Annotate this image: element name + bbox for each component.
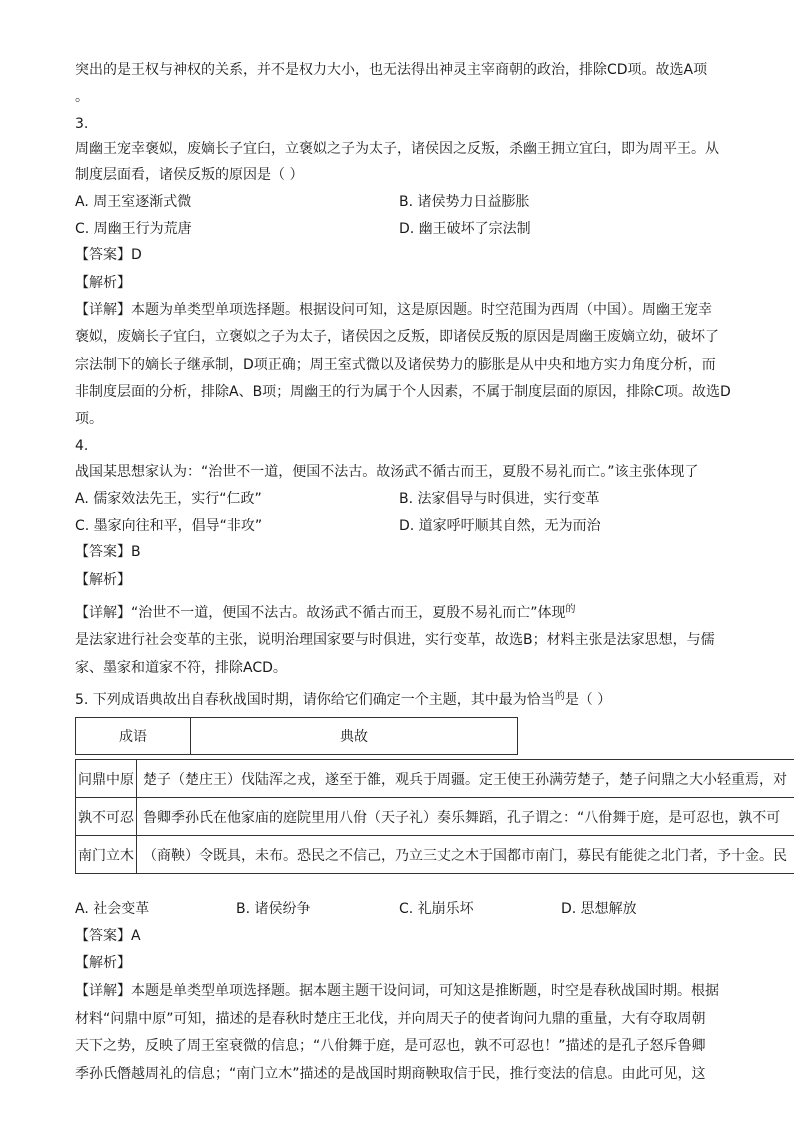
q3-option-d: D. 幽王破坏了宗法制 bbox=[399, 221, 531, 237]
idiom-cell: 孰不可忍 bbox=[76, 798, 137, 836]
q3-option-b: B. 诸侯势力日益膨胀 bbox=[399, 194, 530, 210]
idiom-cell: 问鼎中原 bbox=[76, 760, 137, 798]
q3-detail-line4: 非制度层面的分析，排除A、B项；周幽王的行为属于个人因素，不属于制度层面的原因，排除C项。故选D bbox=[75, 384, 731, 400]
q3-analysis-tag: 【解析】 bbox=[75, 275, 131, 291]
detail-tag: 【详解】 bbox=[75, 302, 131, 318]
q3-detail-line2: 褒姒，废嫡长子宜臼，立褒姒之子为太子，诸侯因之反叛，即诸侯反叛的原因是周幽王废嫡立幼，破坏了 bbox=[75, 329, 719, 345]
detail-text: “治世不一道，便国不法古。故汤武不循古而王，夏殷不易礼而亡”体现 bbox=[131, 605, 566, 621]
prev-explanation-line: 突出的是王权与神权的关系，并不是权力大小，也无法得出神灵主宰商朝的政治，排除CD项。故选A项 bbox=[75, 62, 708, 78]
q3-detail-line3: 宗法制下的嫡长子继承制，D项正确；周王室式微以及诸侯势力的膨胀是从中央和地方实力角度分析，而 bbox=[75, 357, 716, 373]
q3-stem-line1: 周幽王宠幸褒姒，废嫡长子宜臼，立褒姒之子为太子，诸侯因之反叛，杀幽王拥立宜臼，即为周平王。从 bbox=[75, 141, 719, 157]
q5-option-b: B. 诸侯纷争 bbox=[236, 901, 311, 917]
q5-answer bbox=[75, 926, 141, 946]
superscript-char: 的 bbox=[565, 604, 576, 615]
answer-value: A bbox=[131, 928, 141, 944]
q4-number: 4. bbox=[75, 438, 89, 454]
q4-option-d: D. 道家呼吁顺其自然，无为而治 bbox=[399, 518, 601, 534]
detail-text: 本题为单类型单项选择题。根据设问可知，这是原因题。时空范围为西周（中国）。周幽王宠幸 bbox=[131, 302, 712, 318]
q4-stem: 战国某思想家认为：“治世不一道，便国不法古。故汤武不循古而王，夏殷不易礼而亡。”该主张体现了 bbox=[75, 464, 699, 480]
answer-tag: 【答案】 bbox=[75, 247, 131, 263]
detail-text: 本题是单类型单项选择题。据本题主题干设问词，可知这是推断题，时空是春秋战国时期。根据 bbox=[131, 983, 719, 999]
q5-stem-end: 是（ ） bbox=[564, 692, 612, 708]
q5-analysis-tag: 【解析】 bbox=[75, 955, 131, 971]
q5-option-c: C. 礼崩乐坏 bbox=[399, 901, 474, 917]
answer-value: D bbox=[131, 247, 142, 263]
q5-stem bbox=[75, 690, 611, 712]
answer-tag: 【答案】 bbox=[75, 928, 131, 944]
prev-explanation-end: 。 bbox=[75, 89, 89, 105]
q4-detail-line1 bbox=[75, 603, 576, 625]
superscript-char: 的 bbox=[554, 691, 565, 702]
q4-answer bbox=[75, 542, 141, 562]
q3-stem-line2: 制度层面看，诸侯反叛的原因是（ ） bbox=[75, 167, 304, 183]
story-cell: 楚子（楚庄王）伐陆浑之戎，遂至于雒，观兵于周疆。定王使王孙满劳楚子，楚子问鼎之大小轻重焉，对 bbox=[137, 760, 794, 798]
q3-detail-line1 bbox=[75, 300, 712, 320]
q3-answer bbox=[75, 245, 142, 265]
q4-detail-line3: 家、墨家和道家不符，排除ACD。 bbox=[75, 660, 287, 676]
detail-tag: 【详解】 bbox=[75, 983, 131, 999]
detail-tag: 【详解】 bbox=[75, 605, 131, 621]
story-cell: 鲁卿季孙氏在他家庙的庭院里用八佾（天子礼）奏乐舞蹈，孔子谓之：“八佾舞于庭，是可忍也，孰不可 bbox=[137, 798, 794, 836]
q5-option-d: D. 思想解放 bbox=[561, 901, 637, 917]
header-idiom: 成语 bbox=[76, 718, 191, 755]
q5-detail-line2: 材料“问鼎中原”可知，描述的是春秋时楚庄王北伐，并向周天子的使者询问九鼎的重量，大有夺取周朝 bbox=[75, 1011, 706, 1027]
q5-detail-line1 bbox=[75, 981, 719, 1001]
table-row bbox=[76, 760, 794, 798]
q5-detail-line4: 季孙氏僭越周礼的信息；“南门立木”描述的是战国时期商鞅取信于民，推行变法的信息。由此可见，这 bbox=[75, 1066, 706, 1082]
idiom-table bbox=[75, 759, 794, 874]
q5-option-a: A. 社会变革 bbox=[75, 901, 150, 917]
story-cell: （商鞅）令既具，未布。恐民之不信己，乃立三丈之木于国都市南门，募民有能徙之北门者，予十金。民 bbox=[137, 836, 794, 874]
q4-option-a: A. 儒家效法先王，实行“仁政” bbox=[75, 491, 262, 507]
answer-tag: 【答案】 bbox=[75, 544, 131, 560]
q3-number: 3. bbox=[75, 116, 89, 132]
table-row bbox=[76, 798, 794, 836]
q3-detail-line5: 项。 bbox=[75, 411, 103, 427]
q3-option-a: A. 周王室逐渐式微 bbox=[75, 194, 192, 210]
q4-detail-line2: 是法家进行社会变革的主张，说明治理国家要与时俱进，实行变革，故选B；材料主张是法家思想，与儒 bbox=[75, 632, 715, 648]
q5-detail-line3: 天下之势，反映了周王室衰微的信息；“八佾舞于庭，是可忍也，孰不可忍也！”描述的是孔子怒斥鲁卿 bbox=[75, 1038, 706, 1054]
answer-value: B bbox=[131, 544, 141, 560]
q4-option-c: C. 墨家向往和平，倡导“非攻” bbox=[75, 518, 263, 534]
q4-analysis-tag: 【解析】 bbox=[75, 572, 131, 588]
q3-option-c: C. 周幽王行为荒唐 bbox=[75, 221, 192, 237]
idiom-cell: 南门立木 bbox=[76, 836, 137, 874]
table-row bbox=[76, 836, 794, 874]
q5-stem-text: 5. 下列成语典故出自春秋战国时期，请你给它们确定一个主题，其中最为恰当 bbox=[75, 692, 555, 708]
q4-option-b: B. 法家倡导与时俱进，实行变革 bbox=[399, 491, 600, 507]
header-story: 典故 bbox=[191, 718, 518, 755]
idiom-table-header bbox=[75, 717, 518, 755]
